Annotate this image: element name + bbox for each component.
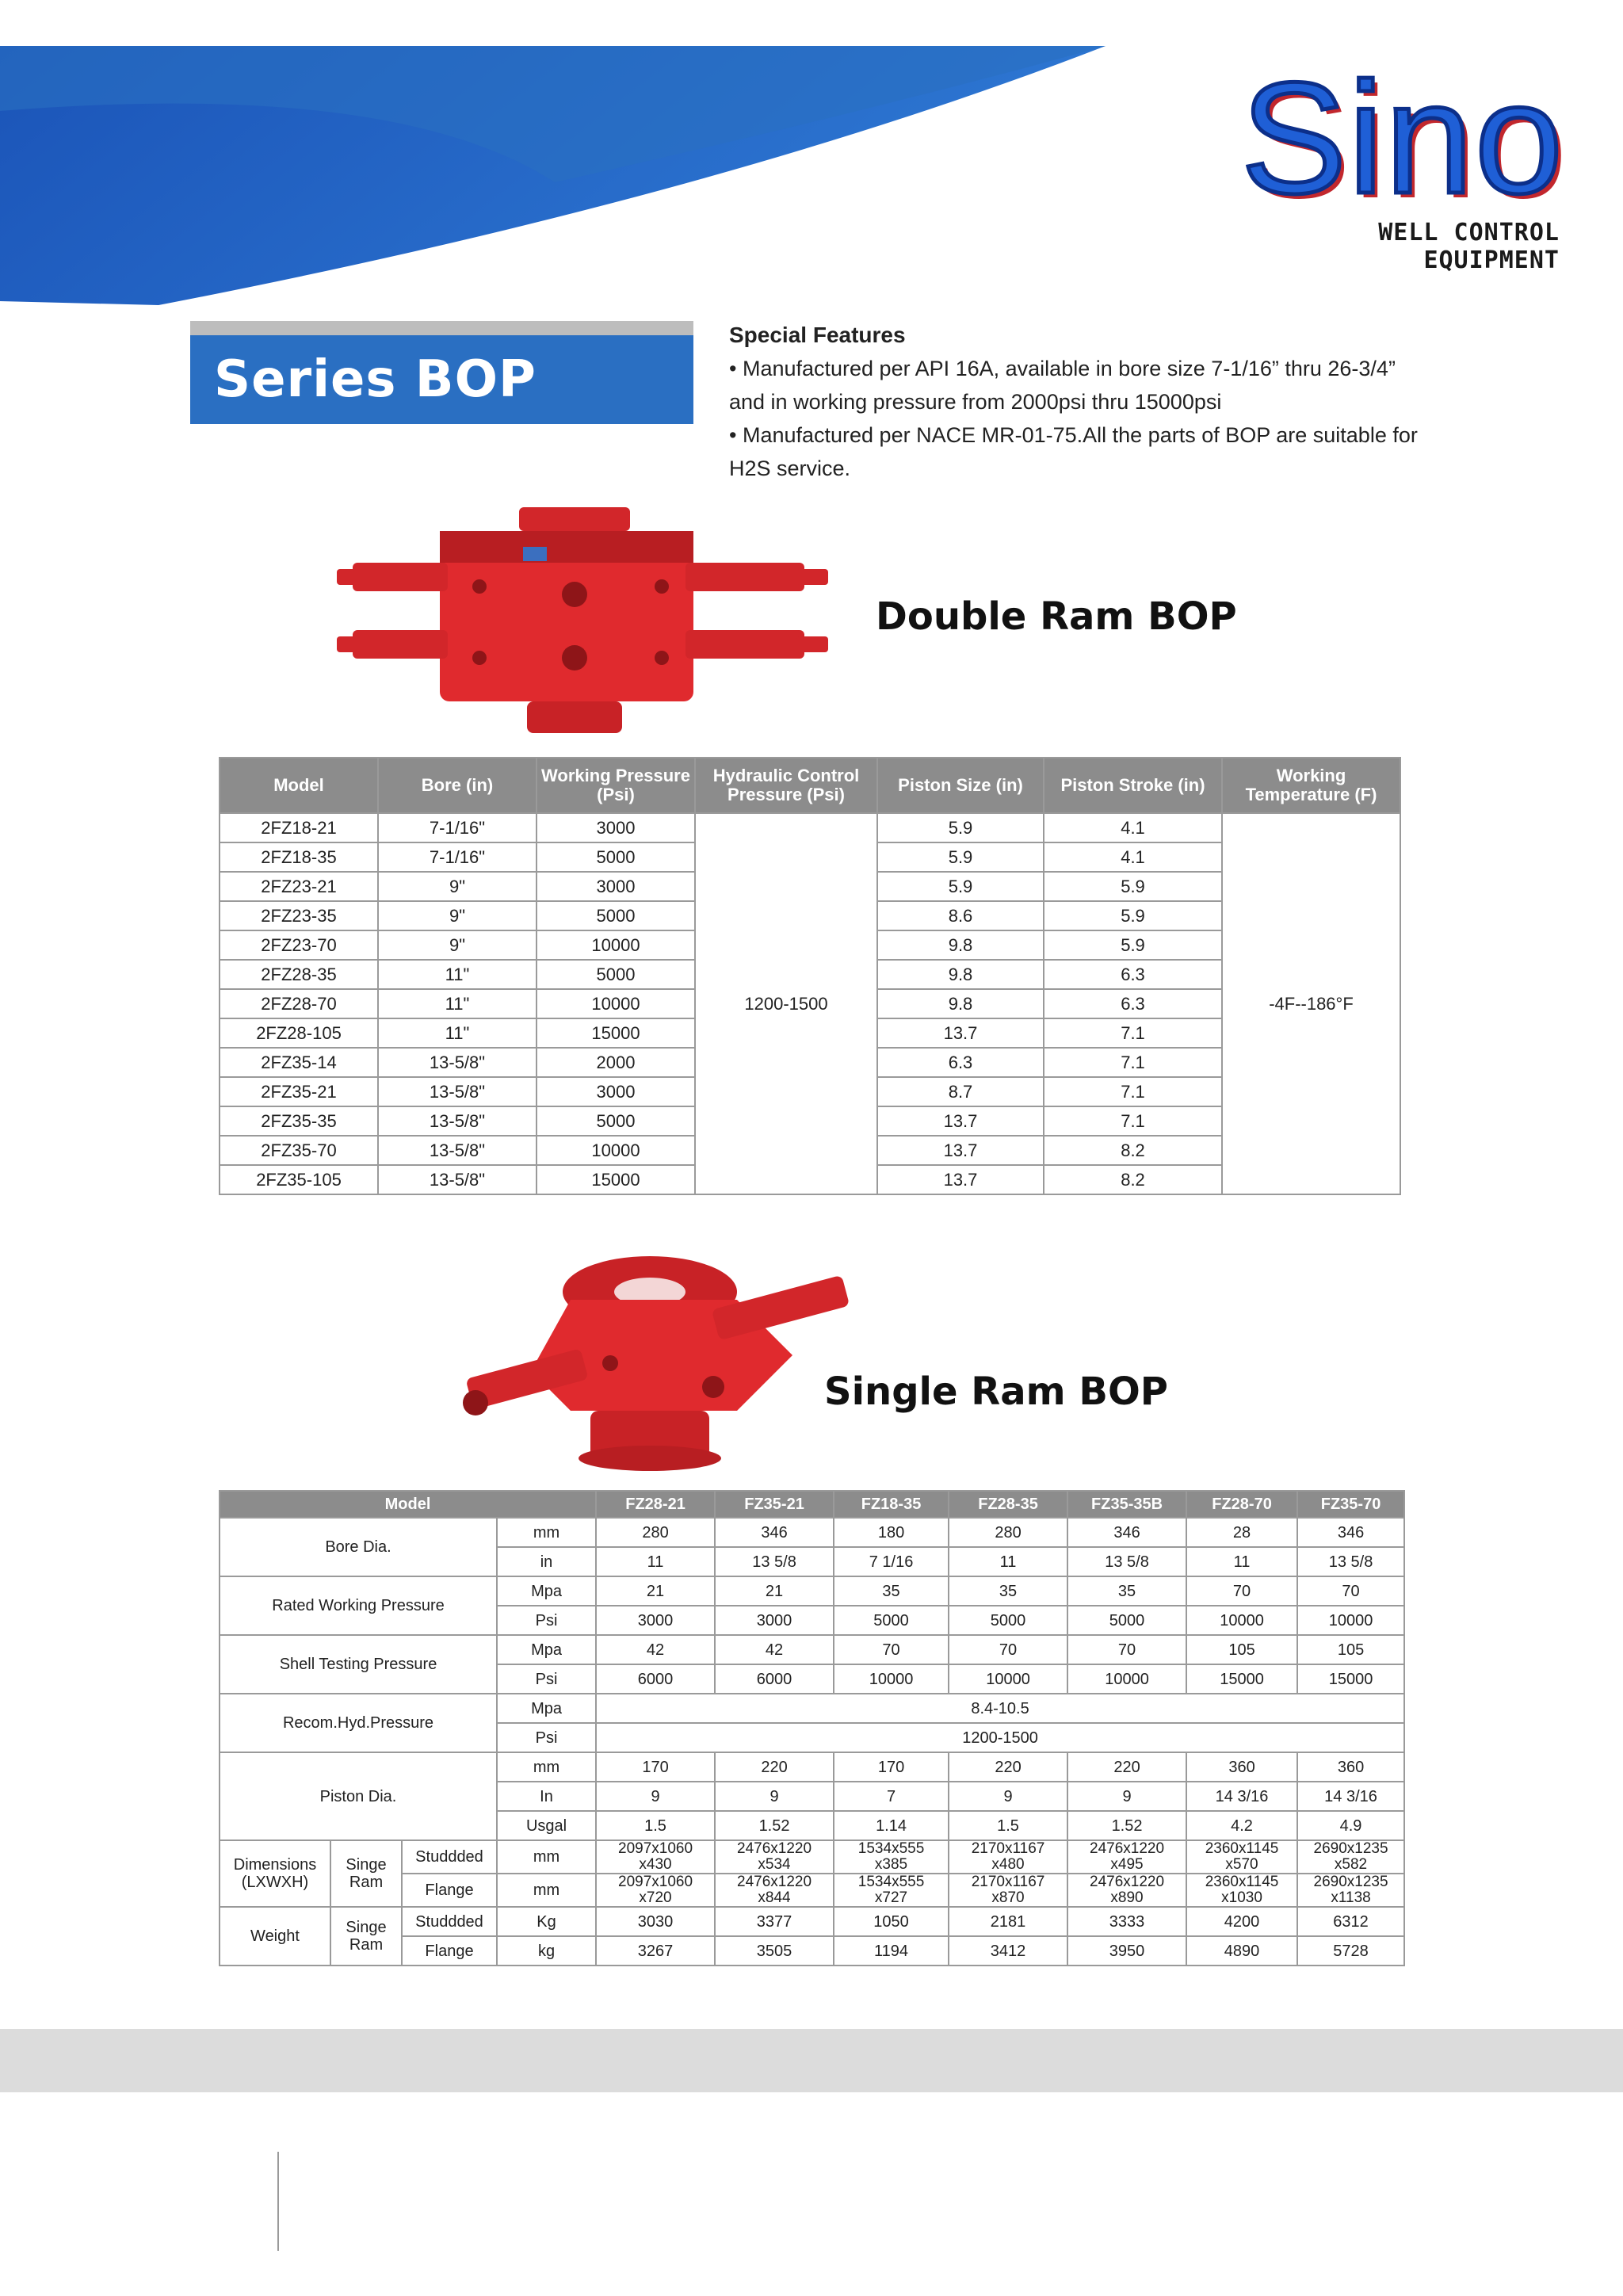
unit-cell: Kg	[497, 1907, 596, 1936]
table-row	[220, 1491, 1404, 1518]
pressure-cell: 3000	[537, 1077, 695, 1106]
piston-size-cell: 8.7	[877, 1077, 1044, 1106]
bore-cell: 7-1/16"	[378, 842, 537, 872]
value-cell: 4.9	[1297, 1811, 1404, 1840]
piston-size-cell: 13.7	[877, 1018, 1044, 1048]
divider	[277, 2152, 279, 2251]
special-features	[729, 319, 1434, 485]
value-cell: 9	[1067, 1782, 1186, 1811]
unit-cell: in	[497, 1547, 596, 1576]
value-cell: 4.2	[1186, 1811, 1297, 1840]
value-cell: 2170x1167 x870	[949, 1874, 1067, 1907]
value-cell: 3030	[596, 1907, 715, 1936]
value-cell: 1534x555 x385	[834, 1840, 949, 1874]
value-cell: 13 5/8	[1067, 1547, 1186, 1576]
column-header: Working Pressure (Psi)	[537, 758, 695, 813]
value-cell: 3333	[1067, 1907, 1186, 1936]
piston-stroke-cell: 7.1	[1044, 1077, 1222, 1106]
value-cell: 3377	[715, 1907, 834, 1936]
value-cell: 21	[596, 1576, 715, 1606]
value-cell: 10000	[1067, 1664, 1186, 1694]
model-cell: 2FZ35-21	[220, 1077, 378, 1106]
value-cell: 3000	[596, 1606, 715, 1635]
pressure-cell: 5000	[537, 842, 695, 872]
column-header: Piston Size (in)	[877, 758, 1044, 813]
value-cell: 360	[1186, 1752, 1297, 1782]
row-label: Bore Dia.	[220, 1518, 497, 1576]
row-label: Dimensions (LXWXH)	[220, 1840, 330, 1907]
piston-size-cell: 5.9	[877, 872, 1044, 901]
bore-cell: 9"	[378, 872, 537, 901]
value-cell: 70	[1067, 1635, 1186, 1664]
value-cell: 1194	[834, 1936, 949, 1966]
unit-cell: Psi	[497, 1723, 596, 1752]
value-cell: 2476x1220 x844	[715, 1874, 834, 1907]
value-cell: 7	[834, 1782, 949, 1811]
features-heading: Special Features	[729, 323, 906, 347]
value-cell: 70	[1297, 1576, 1404, 1606]
value-cell: 2097x1060 x430	[596, 1840, 715, 1874]
value-cell: 6000	[715, 1664, 834, 1694]
unit-cell: Psi	[497, 1664, 596, 1694]
value-cell: 21	[715, 1576, 834, 1606]
bore-cell: 7-1/16"	[378, 813, 537, 842]
piston-size-cell: 5.9	[877, 842, 1044, 872]
piston-stroke-cell: 7.1	[1044, 1048, 1222, 1077]
row-label: Recom.Hyd.Pressure	[220, 1694, 497, 1752]
double-ram-table	[219, 757, 1401, 1195]
model-cell: 2FZ35-14	[220, 1048, 378, 1077]
value-cell: 105	[1297, 1635, 1404, 1664]
value-cell: 6312	[1297, 1907, 1404, 1936]
table-row	[220, 813, 1400, 842]
value-cell: 220	[1067, 1752, 1186, 1782]
value-cell: 3267	[596, 1936, 715, 1966]
working-temperature-cell: -4F--186°F	[1222, 813, 1400, 1194]
column-header: Working Temperature (F)	[1222, 758, 1400, 813]
value-cell: 10000	[1297, 1606, 1404, 1635]
bore-cell: 9"	[378, 930, 537, 960]
pressure-cell: 10000	[537, 930, 695, 960]
value-cell: 14 3/16	[1297, 1782, 1404, 1811]
column-header: FZ28-70	[1186, 1491, 1297, 1518]
value-cell: 346	[1297, 1518, 1404, 1547]
bore-cell: 11"	[378, 1018, 537, 1048]
piston-stroke-cell: 8.2	[1044, 1165, 1222, 1194]
piston-stroke-cell: 4.1	[1044, 813, 1222, 842]
value-cell: 6000	[596, 1664, 715, 1694]
piston-size-cell: 5.9	[877, 813, 1044, 842]
pressure-cell: 10000	[537, 1136, 695, 1165]
value-cell: 280	[949, 1518, 1067, 1547]
unit-cell: Psi	[497, 1606, 596, 1635]
pressure-cell: 5000	[537, 960, 695, 989]
value-cell: 4200	[1186, 1907, 1297, 1936]
value-cell: 105	[1186, 1635, 1297, 1664]
model-cell: 2FZ35-105	[220, 1165, 378, 1194]
piston-size-cell: 9.8	[877, 960, 1044, 989]
value-cell: 9	[596, 1782, 715, 1811]
value-cell: 346	[715, 1518, 834, 1547]
pressure-cell: 15000	[537, 1018, 695, 1048]
value-cell: 11	[1186, 1547, 1297, 1576]
model-cell: 2FZ28-105	[220, 1018, 378, 1048]
value-cell: 9	[949, 1782, 1067, 1811]
value-cell: 14 3/16	[1186, 1782, 1297, 1811]
value-cell: 35	[949, 1576, 1067, 1606]
bore-cell: 13-5/8"	[378, 1048, 537, 1077]
value-cell: 2360x1145 x570	[1186, 1840, 1297, 1874]
value-cell: 28	[1186, 1518, 1297, 1547]
table-row	[220, 1694, 1404, 1723]
value-cell: 5000	[1067, 1606, 1186, 1635]
pressure-cell: 2000	[537, 1048, 695, 1077]
value-cell: 5000	[834, 1606, 949, 1635]
piston-stroke-cell: 6.3	[1044, 989, 1222, 1018]
value-cell: 13 5/8	[1297, 1547, 1404, 1576]
value-cell: 9	[715, 1782, 834, 1811]
piston-stroke-cell: 7.1	[1044, 1106, 1222, 1136]
value-cell: 2690x1235 x582	[1297, 1840, 1404, 1874]
value-cell: 2170x1167 x480	[949, 1840, 1067, 1874]
table-header-row	[220, 758, 1400, 813]
model-cell: 2FZ18-35	[220, 842, 378, 872]
value-cell: 42	[715, 1635, 834, 1664]
value-cell: 1534x555 x727	[834, 1874, 949, 1907]
column-header: FZ18-35	[834, 1491, 949, 1518]
value-cell: 2097x1060 x720	[596, 1874, 715, 1907]
value-cell: 280	[596, 1518, 715, 1547]
column-header: Model	[220, 1491, 596, 1518]
pressure-cell: 5000	[537, 1106, 695, 1136]
bore-cell: 9"	[378, 901, 537, 930]
table-row	[220, 1518, 1404, 1547]
row-label: Piston Dia.	[220, 1752, 497, 1840]
column-header: FZ28-21	[596, 1491, 715, 1518]
value-cell: 4890	[1186, 1936, 1297, 1966]
unit-cell: In	[497, 1782, 596, 1811]
piston-size-cell: 9.8	[877, 989, 1044, 1018]
value-cell: 1.14	[834, 1811, 949, 1840]
piston-size-cell: 8.6	[877, 901, 1044, 930]
value-cell: 220	[949, 1752, 1067, 1782]
hydraulic-control-cell: 1200-1500	[695, 813, 877, 1194]
table-row	[220, 1635, 1404, 1664]
pressure-cell: 3000	[537, 872, 695, 901]
unit-cell: mm	[497, 1518, 596, 1547]
model-cell: 2FZ28-35	[220, 960, 378, 989]
pressure-cell: 3000	[537, 813, 695, 842]
value-cell: 7 1/16	[834, 1547, 949, 1576]
piston-size-cell: 13.7	[877, 1106, 1044, 1136]
series-title-bar	[190, 321, 693, 424]
model-cell: 2FZ23-21	[220, 872, 378, 901]
value-cell: 346	[1067, 1518, 1186, 1547]
column-header: Hydraulic Control Pressure (Psi)	[695, 758, 877, 813]
unit-cell: mm	[497, 1752, 596, 1782]
series-title: Series BOP	[214, 350, 537, 409]
row-label: Flange	[402, 1874, 497, 1907]
bore-cell: 13-5/8"	[378, 1077, 537, 1106]
value-cell: 2476x1220 x890	[1067, 1874, 1186, 1907]
unit-cell: kg	[497, 1936, 596, 1966]
piston-stroke-cell: 8.2	[1044, 1136, 1222, 1165]
value-cell: 2181	[949, 1907, 1067, 1936]
unit-cell: mm	[497, 1874, 596, 1907]
bore-cell: 11"	[378, 989, 537, 1018]
row-label: Studdded	[402, 1907, 497, 1936]
bore-cell: 13-5/8"	[378, 1165, 537, 1194]
row-label: Weight	[220, 1907, 330, 1966]
value-cell: 10000	[1186, 1606, 1297, 1635]
value-cell: 70	[1186, 1576, 1297, 1606]
unit-cell: Usgal	[497, 1811, 596, 1840]
value-cell: 15000	[1297, 1664, 1404, 1694]
table-row	[220, 1840, 1404, 1874]
column-header: FZ35-21	[715, 1491, 834, 1518]
table-row	[220, 1752, 1404, 1782]
value-cell: 11	[596, 1547, 715, 1576]
value-cell: 3505	[715, 1936, 834, 1966]
brand-tagline: WELL CONTROL EQUIPMENT	[1378, 219, 1560, 274]
table-row	[220, 1907, 1404, 1936]
value-cell: 70	[834, 1635, 949, 1664]
value-cell: 220	[715, 1752, 834, 1782]
unit-cell: Mpa	[497, 1694, 596, 1723]
pressure-cell: 15000	[537, 1165, 695, 1194]
piston-size-cell: 6.3	[877, 1048, 1044, 1077]
single-ram-bop-icon	[452, 1244, 864, 1474]
value-cell: 1.52	[715, 1811, 834, 1840]
value-cell: 5000	[949, 1606, 1067, 1635]
value-cell: 70	[949, 1635, 1067, 1664]
value-cell: 2476x1220 x495	[1067, 1840, 1186, 1874]
piston-stroke-cell: 7.1	[1044, 1018, 1222, 1048]
double-ram-title: Double Ram BOP	[876, 594, 1237, 639]
feature-item: • Manufactured per API 16A, available in bore size 7-1/16” thru 26-3/4” and in working pressure from 2000psi thru 15000psi	[729, 357, 1396, 414]
piston-stroke-cell: 5.9	[1044, 901, 1222, 930]
column-header: Bore (in)	[378, 758, 537, 813]
value-cell: 2690x1235 x1138	[1297, 1874, 1404, 1907]
column-header: Piston Stroke (in)	[1044, 758, 1222, 813]
model-cell: 2FZ35-70	[220, 1136, 378, 1165]
piston-stroke-cell: 6.3	[1044, 960, 1222, 989]
value-cell: 180	[834, 1518, 949, 1547]
value-cell: 1.5	[949, 1811, 1067, 1840]
column-header: FZ35-35B	[1067, 1491, 1186, 1518]
value-cell: 170	[834, 1752, 949, 1782]
value-cell: 35	[1067, 1576, 1186, 1606]
brand-name: Sino	[1240, 50, 1565, 227]
row-label: Shell Testing Pressure	[220, 1635, 497, 1694]
value-cell: 1.5	[596, 1811, 715, 1840]
unit-cell: Mpa	[497, 1576, 596, 1606]
value-cell: 42	[596, 1635, 715, 1664]
piston-size-cell: 13.7	[877, 1165, 1044, 1194]
piston-stroke-cell: 5.9	[1044, 872, 1222, 901]
column-header: FZ28-35	[949, 1491, 1067, 1518]
value-cell: 360	[1297, 1752, 1404, 1782]
bore-cell: 13-5/8"	[378, 1106, 537, 1136]
value-cell: 1050	[834, 1907, 949, 1936]
value-cell: 1200-1500	[596, 1723, 1404, 1752]
unit-cell: mm	[497, 1840, 596, 1874]
table-row	[220, 1576, 1404, 1606]
single-ram-table	[219, 1490, 1405, 1966]
model-cell: 2FZ28-70	[220, 989, 378, 1018]
value-cell: 8.4-10.5	[596, 1694, 1404, 1723]
pressure-cell: 10000	[537, 989, 695, 1018]
value-cell: 10000	[949, 1664, 1067, 1694]
model-cell: 2FZ18-21	[220, 813, 378, 842]
value-cell: 3412	[949, 1936, 1067, 1966]
piston-size-cell: 9.8	[877, 930, 1044, 960]
feature-item: • Manufactured per NACE MR-01-75.All the parts of BOP are suitable for H2S service.	[729, 423, 1418, 480]
piston-stroke-cell: 4.1	[1044, 842, 1222, 872]
value-cell: 170	[596, 1752, 715, 1782]
value-cell: 11	[949, 1547, 1067, 1576]
row-label: Rated Working Pressure	[220, 1576, 497, 1635]
double-ram-bop-icon	[337, 499, 844, 745]
value-cell: 10000	[834, 1664, 949, 1694]
single-ram-title: Single Ram BOP	[824, 1370, 1168, 1414]
value-cell: 1.52	[1067, 1811, 1186, 1840]
unit-cell: Mpa	[497, 1635, 596, 1664]
value-cell: 2360x1145 x1030	[1186, 1874, 1297, 1907]
model-cell: 2FZ35-35	[220, 1106, 378, 1136]
value-cell: 15000	[1186, 1664, 1297, 1694]
piston-size-cell: 13.7	[877, 1136, 1044, 1165]
value-cell: 2476x1220 x534	[715, 1840, 834, 1874]
row-label: Flange	[402, 1936, 497, 1966]
row-label: Singe Ram	[330, 1840, 402, 1907]
piston-stroke-cell: 5.9	[1044, 930, 1222, 960]
bore-cell: 13-5/8"	[378, 1136, 537, 1165]
model-cell: 2FZ23-70	[220, 930, 378, 960]
row-label: Studdded	[402, 1840, 497, 1874]
value-cell: 5728	[1297, 1936, 1404, 1966]
model-cell: 2FZ23-35	[220, 901, 378, 930]
value-cell: 13 5/8	[715, 1547, 834, 1576]
pressure-cell: 5000	[537, 901, 695, 930]
value-cell: 3950	[1067, 1936, 1186, 1966]
footer-band	[0, 2029, 1623, 2092]
bore-cell: 11"	[378, 960, 537, 989]
value-cell: 3000	[715, 1606, 834, 1635]
column-header: FZ35-70	[1297, 1491, 1404, 1518]
column-header: Model	[220, 758, 378, 813]
brand-logo	[1236, 50, 1569, 274]
row-label: Singe Ram	[330, 1907, 402, 1966]
value-cell: 35	[834, 1576, 949, 1606]
